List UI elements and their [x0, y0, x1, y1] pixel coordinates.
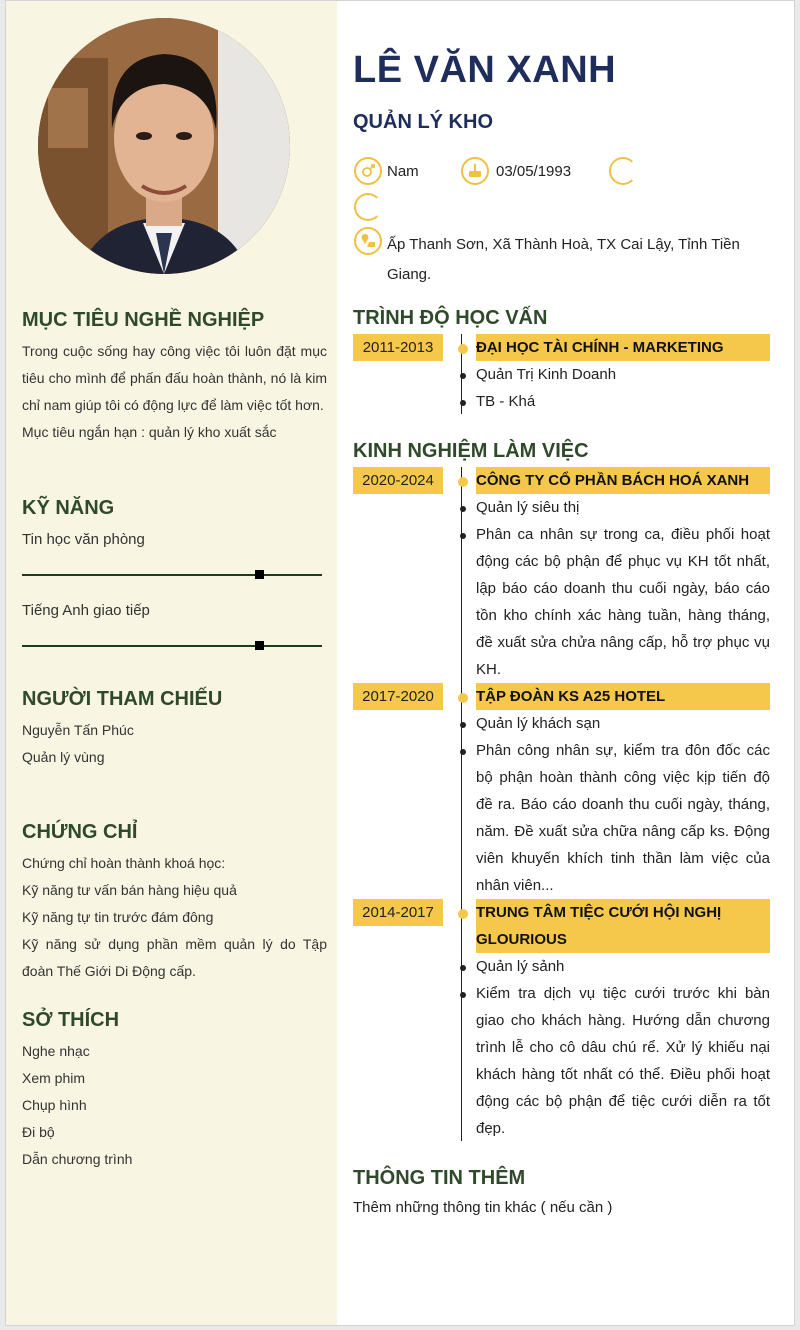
birthday-cake-icon — [461, 157, 489, 185]
hobby-item: Xem phim — [22, 1070, 86, 1086]
skills-heading: KỸ NĂNG — [22, 497, 115, 519]
objective-short: Mục tiêu ngắn hạn : quản lý kho xuất sắc — [22, 424, 277, 440]
timeline-dot — [458, 909, 468, 919]
job-company: TẬP ĐOÀN KS A25 HOTEL — [476, 683, 770, 710]
education-major: Quản Trị Kinh Doanh — [476, 366, 617, 383]
gender-icon — [354, 157, 382, 185]
dob-value: 03/05/1993 — [496, 163, 572, 180]
email-icon — [354, 193, 382, 221]
timeline-dot — [458, 477, 468, 487]
phone-icon — [609, 157, 637, 185]
timeline-dot — [458, 344, 468, 354]
skill-bar — [22, 574, 322, 576]
hobby-item: Chụp hình — [22, 1097, 87, 1113]
job-period: 2014-2017 — [353, 899, 443, 926]
certificate-item: Kỹ năng tự tin trước đám đông — [22, 909, 214, 925]
education-period: 2011-2013 — [353, 334, 443, 361]
skill-name: Tiếng Anh giao tiếp — [22, 602, 150, 619]
job-title: QUẢN LÝ KHO — [353, 111, 493, 133]
location-icon — [354, 227, 382, 255]
hobby-item: Nghe nhạc — [22, 1043, 90, 1059]
extra-heading: THÔNG TIN THÊM — [353, 1167, 526, 1189]
skills-section — [22, 497, 327, 647]
reference-title: Quản lý vùng — [22, 749, 105, 765]
certificate-item: Chứng chỉ hoàn thành khoá học: — [22, 855, 226, 871]
bullet — [460, 965, 466, 971]
skill-level-marker — [255, 641, 264, 650]
extra-text: Thêm những thông tin khác ( nếu cần ) — [353, 1199, 613, 1216]
job-company: CÔNG TY CỔ PHẦN BÁCH HOÁ XANH — [476, 467, 770, 494]
objective-heading: MỤC TIÊU NGHỀ NGHIỆP — [22, 309, 265, 331]
objective-section — [22, 309, 327, 446]
job-position: Quản lý sảnh — [476, 958, 565, 975]
bullet — [460, 506, 466, 512]
references-heading: NGƯỜI THAM CHIẾU — [22, 688, 223, 710]
experience-heading: KINH NGHIỆM LÀM VIỆC — [353, 440, 589, 462]
job-description: Phân ca nhân sự trong ca, điều phối hoạt động các bộ phận để phục vụ KH tốt nhất, lập báo cáo doanh thu cuối ngày, báo cáo tồn kho chính xác hàng tuần, hàng tháng, đề xuất sửa chửa nâng cấp, hỗ trợ phục vụ KH. — [476, 526, 770, 678]
objective-text: Trong cuộc sống hay công việc tôi luôn đặt mục tiêu cho mình để phấn đấu hoàn thành, nó là kim chỉ nam giúp tôi có động lực để làm việc tốt hơn. — [22, 343, 327, 413]
skill-level-marker — [255, 570, 264, 579]
hobbies-heading: SỞ THÍCH — [22, 1009, 120, 1031]
avatar — [38, 18, 290, 274]
job-period: 2017-2020 — [353, 683, 443, 710]
portrait-image — [38, 18, 290, 274]
certificate-item: Kỹ năng tư vấn bán hàng hiệu quả — [22, 882, 237, 898]
certificate-item: Kỹ năng sử dụng phần mềm quản lý do Tập đoàn Thế Giới Di Động cấp. — [22, 936, 327, 979]
skill-bar — [22, 645, 322, 647]
full-name: LÊ VĂN XANH — [353, 49, 617, 91]
job-position: Quản lý khách sạn — [476, 715, 601, 732]
hobby-item: Dẫn chương trình — [22, 1151, 133, 1167]
cv-page — [5, 0, 795, 1326]
bullet — [460, 749, 466, 755]
job-description: Phân công nhân sự, kiểm tra đôn đốc các bộ phận hoàn thành công việc kịp tiến độ đề ra. Báo cáo doanh thu cuối ngày, tháng, năm. Đề xuất sửa chữa nâng cấp ks. Động viên khuyến khích tinh thần làm việc của nhân viên... — [476, 742, 770, 894]
bullet — [460, 373, 466, 379]
reference-name: Nguyễn Tấn Phúc — [22, 722, 134, 738]
job-company: TRUNG TÂM TIỆC CƯỚI HỘI NGHỊ GLOURIOUS — [476, 899, 770, 953]
job-description: Kiểm tra dịch vụ tiệc cưới trước khi bàn giao cho khách hàng. Hướng dẫn chương trình lễ cho cô dâu chú rể. Xử lý khiếu nại khách hàng tốt nhất có thể. Điều phối hoạt động các bộ phận để tiệc cưới diễn ra tốt đẹp. — [476, 985, 770, 1137]
bullet — [460, 400, 466, 406]
timeline-dot — [458, 693, 468, 703]
gender-value: Nam — [387, 163, 419, 180]
certificates-heading: CHỨNG CHỈ — [22, 821, 138, 843]
education-grade: TB - Khá — [476, 393, 536, 410]
bullet — [460, 533, 466, 539]
job-period: 2020-2024 — [353, 467, 443, 494]
bullet — [460, 722, 466, 728]
education-heading: TRÌNH ĐỘ HỌC VẤN — [353, 307, 548, 329]
references-section — [22, 688, 327, 771]
hobbies-section — [22, 1009, 327, 1173]
bullet — [460, 992, 466, 998]
job-position: Quản lý siêu thị — [476, 499, 580, 516]
address-value: Ấp Thanh Sơn, Xã Thành Hoà, TX Cai Lậy, Tỉnh Tiền Giang. — [387, 236, 740, 283]
education-school: ĐẠI HỌC TÀI CHÍNH - MARKETING — [476, 334, 770, 361]
hobby-item: Đi bộ — [22, 1124, 55, 1140]
skill-name: Tin học văn phòng — [22, 531, 145, 548]
certificates-section — [22, 821, 327, 985]
experience-timeline — [461, 467, 462, 1141]
